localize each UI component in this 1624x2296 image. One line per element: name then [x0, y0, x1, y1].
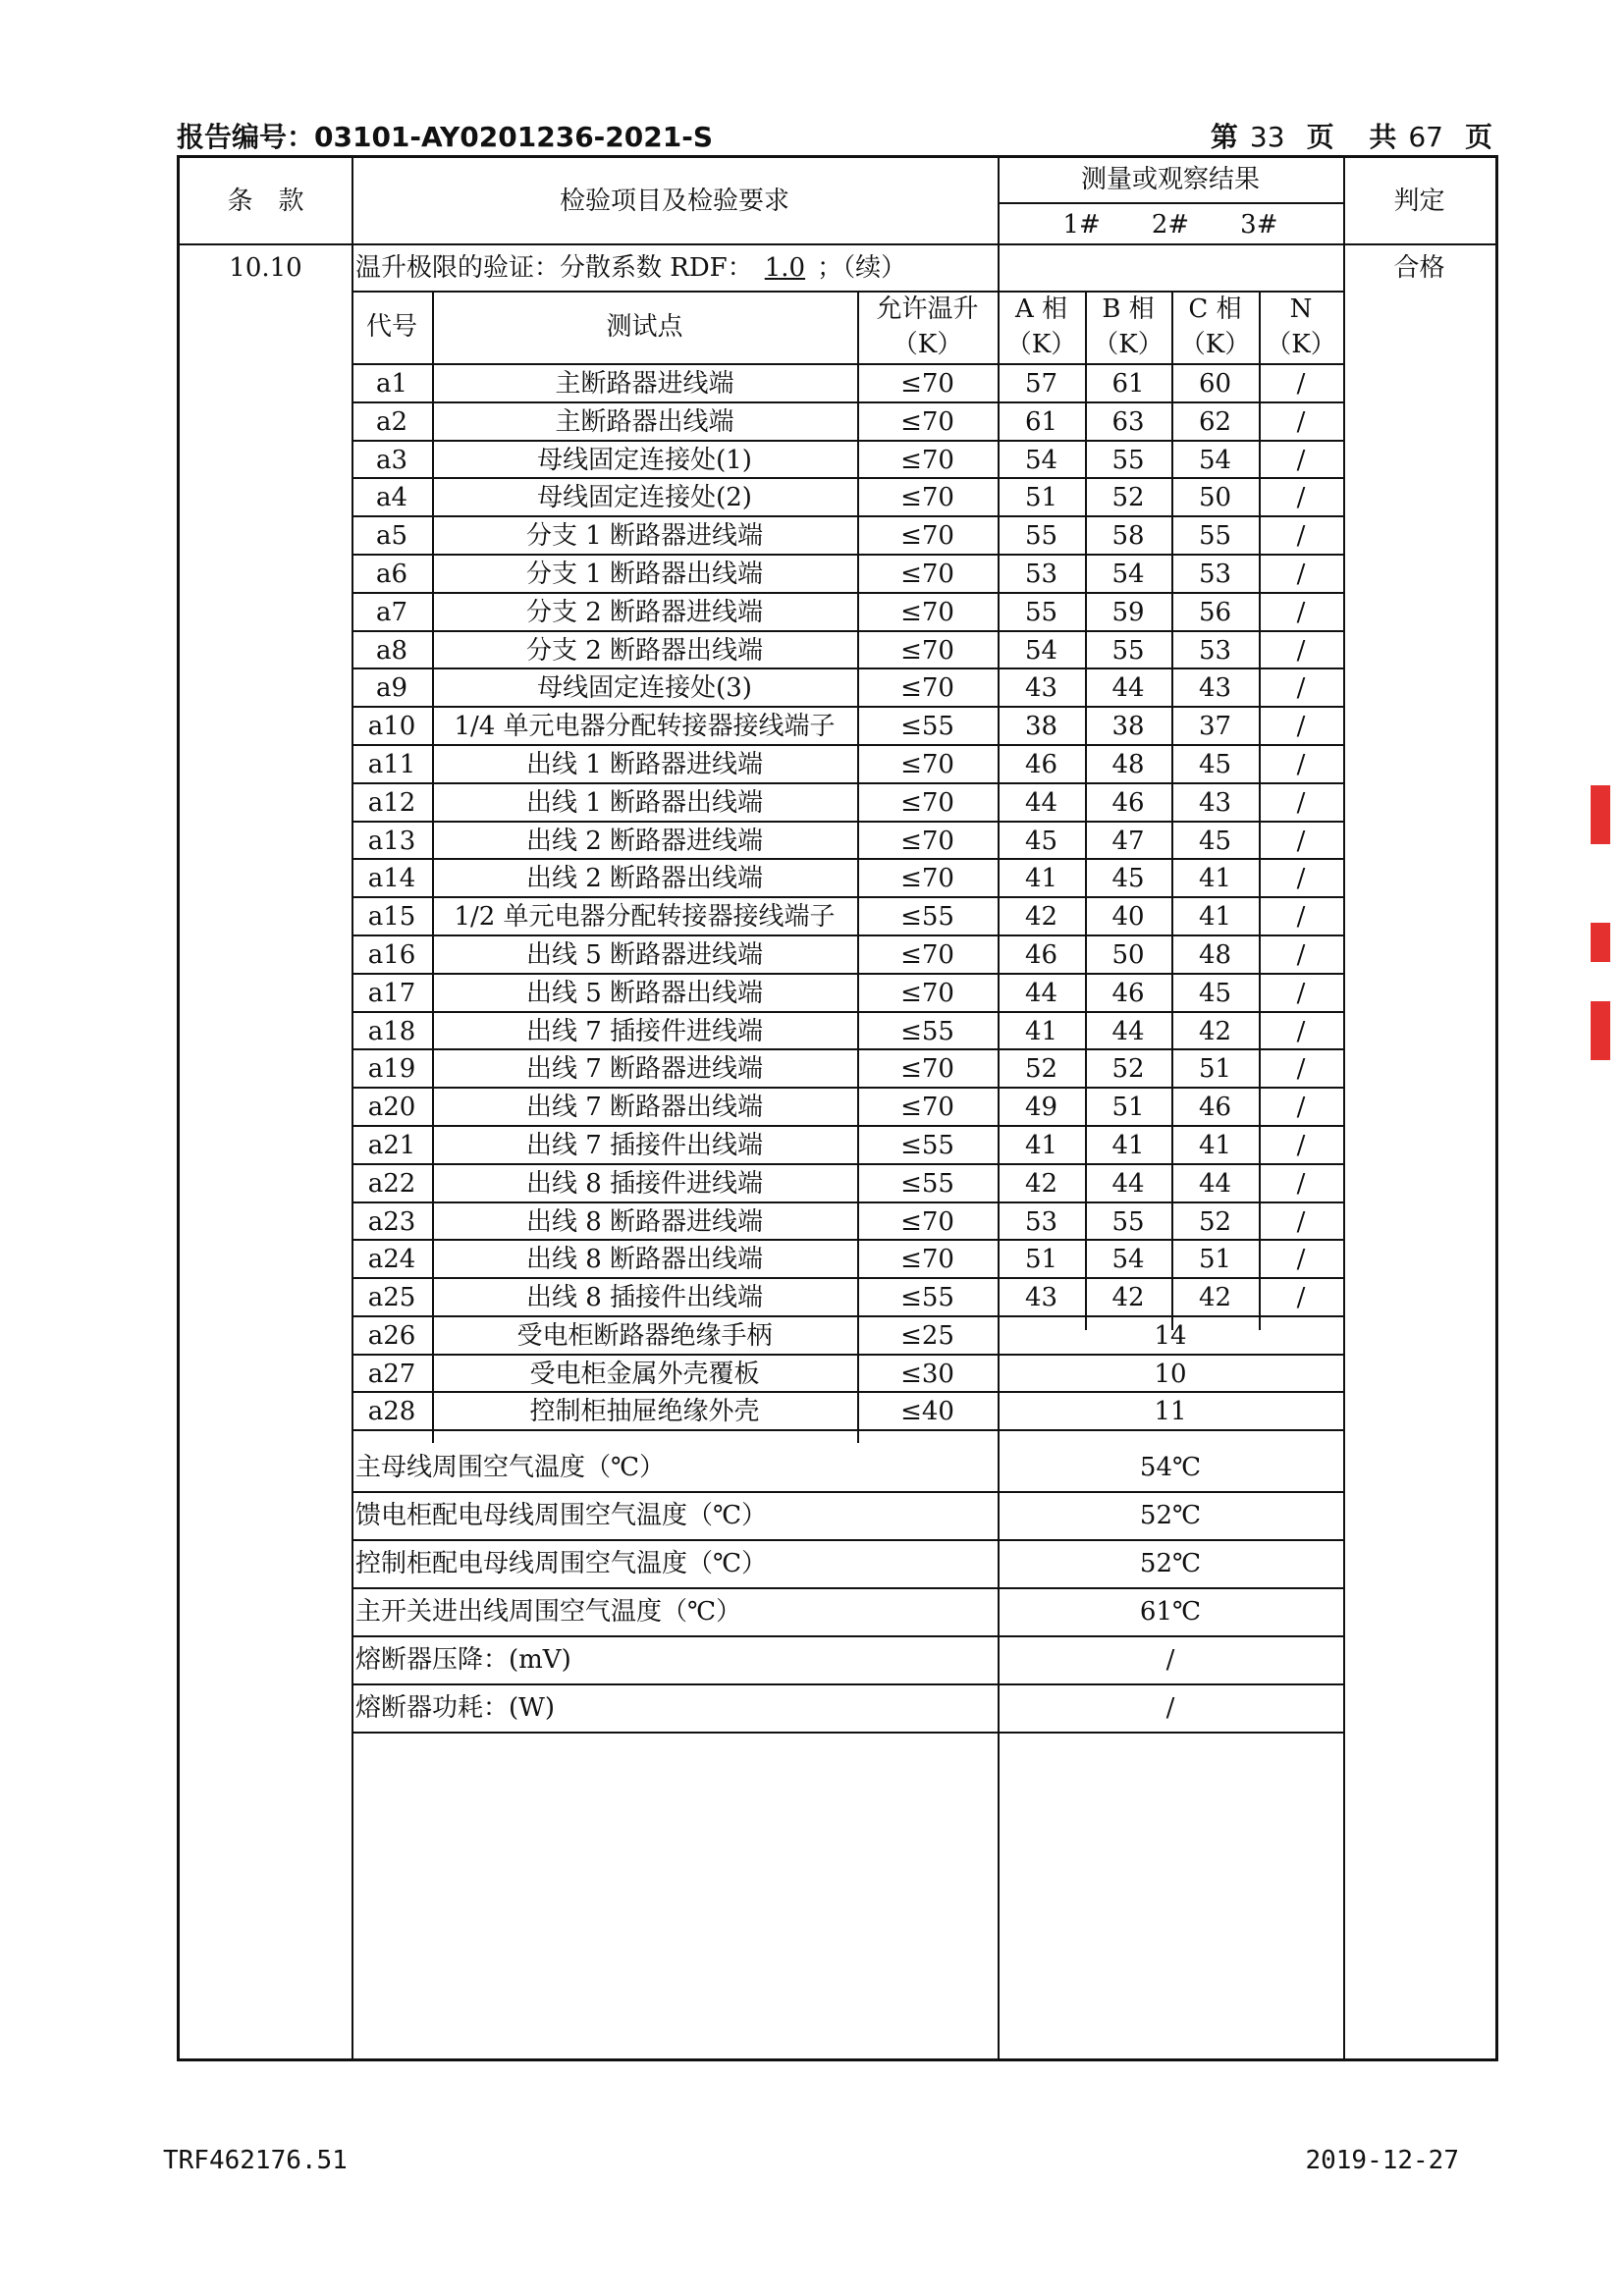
rule-line	[1343, 158, 1345, 2061]
rule-line	[352, 1315, 1343, 1317]
row-code: a5	[375, 521, 408, 551]
row-phase-c: 37	[1198, 712, 1232, 741]
row-code: a22	[367, 1169, 416, 1199]
item-header: 检验项目及检验要求	[559, 187, 789, 216]
row-point: 出线 8 插接件进线端	[525, 1169, 764, 1199]
row-code: a20	[367, 1093, 416, 1122]
row-code: a2	[375, 407, 408, 437]
row-phase-a: 51	[1024, 1245, 1058, 1274]
rule-line	[352, 896, 1343, 898]
row-phase-c: 53	[1198, 560, 1232, 589]
row-phase-c: 45	[1198, 827, 1232, 856]
row-code: a3	[375, 446, 408, 475]
rule-line	[998, 202, 1343, 204]
rule-line	[352, 592, 1343, 594]
rule-line	[352, 1539, 1343, 1541]
rule-line	[352, 706, 1343, 708]
row-phase-n: /	[1296, 1169, 1306, 1199]
rule-line	[352, 1239, 1343, 1241]
ambient-label: 控制柜配电母线周围空气温度（℃）	[355, 1549, 768, 1578]
row-code: a16	[367, 940, 416, 970]
row-limit: ≤70	[900, 560, 954, 589]
row-phase-b: 52	[1111, 1054, 1145, 1084]
samples-header: 1# 2# 3#	[1062, 210, 1278, 240]
col-point: 测试点	[606, 312, 683, 342]
row-code: a9	[375, 673, 408, 703]
rule-line	[352, 821, 1343, 823]
row-phase-b: 63	[1111, 407, 1145, 437]
row-phase-n: /	[1296, 1283, 1306, 1312]
row-phase-c: 51	[1198, 1054, 1232, 1084]
row-limit: ≤70	[900, 788, 954, 818]
row-phase-a: 44	[1024, 979, 1058, 1008]
row-phase-n: /	[1296, 521, 1306, 551]
total-prefix: 共	[1369, 121, 1397, 153]
row-phase-a: 55	[1024, 521, 1058, 551]
row-phase-b: 47	[1111, 827, 1145, 856]
ambient-value: /	[1165, 1645, 1175, 1675]
col-phase-a-unit: （K）	[1005, 330, 1077, 359]
row-code: a6	[375, 560, 408, 589]
row-phase-n: /	[1296, 1245, 1306, 1274]
row-phase-c: 42	[1198, 1017, 1232, 1046]
row-phase-a: 51	[1024, 483, 1058, 512]
row-phase-a: 53	[1024, 1207, 1058, 1237]
row-phase-b: 40	[1111, 902, 1145, 932]
col-phase-b: B 相	[1102, 294, 1155, 324]
row-point: 控制柜抽屉绝缘外壳	[529, 1397, 760, 1426]
page-indicator	[1201, 116, 1492, 155]
row-point: 母线固定连接处(1)	[537, 446, 752, 475]
row-phase-a: 41	[1024, 1131, 1058, 1160]
row-phase-n: /	[1296, 864, 1306, 893]
row-point: 出线 5 断路器出线端	[525, 979, 764, 1008]
col-limit-unit: （K）	[892, 330, 963, 359]
row-limit: ≤55	[900, 1283, 954, 1312]
row-point: 受电柜断路器绝缘手柄	[516, 1321, 773, 1351]
row-point: 出线 8 插接件出线端	[525, 1283, 764, 1312]
row-phase-a: 46	[1024, 940, 1058, 970]
row-phase-c: 45	[1198, 750, 1232, 779]
row-phase-n: /	[1296, 788, 1306, 818]
rule-line	[352, 1048, 1343, 1050]
rule-line	[352, 440, 1343, 442]
verdict-header: 判定	[1393, 187, 1445, 216]
row-limit: ≤55	[900, 1017, 954, 1046]
row-phase-c: 55	[1198, 521, 1232, 551]
row-limit: ≤70	[900, 1093, 954, 1122]
rule-line	[352, 1125, 1343, 1127]
row-point: 母线固定连接处(2)	[537, 483, 752, 512]
row-limit: ≤70	[900, 636, 954, 666]
row-code: a1	[375, 369, 408, 399]
col-phase-c: C 相	[1188, 294, 1242, 324]
total-suffix: 页	[1464, 121, 1492, 153]
row-limit: ≤70	[900, 483, 954, 512]
row-phase-b: 58	[1111, 521, 1145, 551]
row-phase-n: /	[1296, 407, 1306, 437]
row-limit: ≤55	[900, 712, 954, 741]
row-phase-b: 42	[1111, 1283, 1145, 1312]
rule-line	[352, 934, 1343, 936]
rule-line	[352, 1391, 1343, 1393]
row-code: a8	[375, 636, 408, 666]
row-point: 分支 1 断路器出线端	[525, 560, 764, 589]
rule-line	[352, 1587, 1343, 1589]
row-code: a18	[367, 1017, 416, 1046]
row-phase-n: /	[1296, 902, 1306, 932]
row-point: 分支 2 断路器出线端	[525, 636, 764, 666]
row-phase-n: /	[1296, 1131, 1306, 1160]
row-limit: ≤70	[900, 1207, 954, 1237]
row-phase-n: /	[1296, 750, 1306, 779]
row-code: a4	[375, 483, 408, 512]
row-phase-c: 53	[1198, 636, 1232, 666]
row-limit: ≤70	[900, 827, 954, 856]
row-phase-n: /	[1296, 369, 1306, 399]
total-pages: 67	[1408, 121, 1443, 153]
rule-line	[352, 858, 1343, 860]
row-limit: ≤55	[900, 1131, 954, 1160]
row-merged-value: 11	[1154, 1397, 1187, 1426]
row-point: 出线 1 断路器出线端	[525, 788, 764, 818]
row-phase-n: /	[1296, 560, 1306, 589]
row-limit: ≤30	[900, 1360, 954, 1389]
ambient-label: 主母线周围空气温度（℃）	[355, 1453, 666, 1482]
rule-line	[352, 1087, 1343, 1089]
rule-line	[352, 782, 1343, 784]
row-phase-a: 61	[1024, 407, 1058, 437]
row-point: 出线 7 断路器进线端	[525, 1054, 764, 1084]
ambient-value: 54℃	[1139, 1453, 1202, 1482]
row-point: 主断路器出线端	[555, 407, 734, 437]
rule-line	[352, 554, 1343, 556]
rule-line	[352, 1354, 1343, 1356]
row-code: a14	[367, 864, 416, 893]
row-phase-n: /	[1296, 1054, 1306, 1084]
row-code: a13	[367, 827, 416, 856]
row-limit: ≤70	[900, 940, 954, 970]
row-phase-n: /	[1296, 598, 1306, 627]
rule-line	[352, 973, 1343, 975]
row-phase-c: 52	[1198, 1207, 1232, 1237]
row-phase-a: 54	[1024, 636, 1058, 666]
title-prefix: 温升极限的验证：分散系数 RDF：	[355, 253, 753, 283]
ambient-value: 52℃	[1139, 1549, 1202, 1578]
row-code: a12	[367, 788, 416, 818]
row-limit: ≤70	[900, 750, 954, 779]
row-phase-c: 60	[1198, 369, 1232, 399]
row-code: a28	[367, 1397, 416, 1426]
row-phase-n: /	[1296, 1207, 1306, 1237]
row-phase-n: /	[1296, 940, 1306, 970]
row-phase-b: 54	[1111, 1245, 1145, 1274]
row-phase-a: 57	[1024, 369, 1058, 399]
row-phase-c: 44	[1198, 1169, 1232, 1199]
row-limit: ≤70	[900, 369, 954, 399]
form-number: TRF462176.51	[163, 2146, 348, 2175]
row-phase-c: 51	[1198, 1245, 1232, 1274]
row-code: a7	[375, 598, 408, 627]
row-code: a26	[367, 1321, 416, 1351]
rule-line	[352, 401, 1343, 403]
row-code: a24	[367, 1245, 416, 1274]
row-limit: ≤70	[900, 1245, 954, 1274]
row-point: 1/4 单元电器分配转接器接线端子	[454, 712, 836, 741]
row-point: 出线 7 插接件进线端	[525, 1017, 764, 1046]
row-phase-c: 43	[1198, 788, 1232, 818]
row-phase-b: 41	[1111, 1131, 1145, 1160]
row-point: 出线 2 断路器出线端	[525, 864, 764, 893]
row-limit: ≤70	[900, 673, 954, 703]
row-point: 1/2 单元电器分配转接器接线端子	[454, 902, 836, 932]
rule-line	[352, 1201, 1343, 1203]
row-limit: ≤70	[900, 521, 954, 551]
result-header: 测量或观察结果	[1080, 165, 1260, 194]
rule-line	[352, 291, 1343, 293]
ambient-label: 熔断器压降：(mV)	[355, 1645, 571, 1675]
clause-header: 条 款	[227, 187, 304, 216]
rdf-value: 1.0	[764, 253, 806, 283]
row-phase-a: 42	[1024, 1169, 1058, 1199]
row-phase-c: 50	[1198, 483, 1232, 512]
row-code: a15	[367, 902, 416, 932]
col-phase-n: N	[1289, 294, 1313, 324]
verdict-value: 合格	[1393, 253, 1445, 283]
page-prefix: 第	[1210, 121, 1238, 153]
report-number: 报告编号：03101-AY0201236-2021-S	[177, 121, 714, 153]
rule-line	[352, 477, 1343, 479]
row-phase-a: 41	[1024, 1017, 1058, 1046]
row-point: 出线 5 断路器进线端	[525, 940, 764, 970]
row-limit: ≤70	[900, 407, 954, 437]
row-phase-b: 44	[1111, 1017, 1145, 1046]
row-phase-a: 38	[1024, 712, 1058, 741]
page-number: 33	[1249, 121, 1285, 153]
page-suffix: 页	[1306, 121, 1334, 153]
row-phase-c: 46	[1198, 1093, 1232, 1122]
row-phase-b: 51	[1111, 1093, 1145, 1122]
rule-line	[352, 363, 1343, 365]
row-phase-n: /	[1296, 979, 1306, 1008]
clause-number: 10.10	[229, 253, 302, 283]
row-phase-c: 43	[1198, 673, 1232, 703]
row-phase-n: /	[1296, 712, 1306, 741]
rule-line	[352, 667, 1343, 669]
ambient-label: 熔断器功耗：(W)	[355, 1693, 556, 1723]
row-phase-a: 54	[1024, 446, 1058, 475]
row-limit: ≤70	[900, 864, 954, 893]
row-phase-a: 43	[1024, 673, 1058, 703]
row-phase-b: 38	[1111, 712, 1145, 741]
row-limit: ≤70	[900, 598, 954, 627]
stamp-mark	[1591, 785, 1612, 1060]
row-merged-value: 10	[1154, 1360, 1187, 1389]
row-phase-n: /	[1296, 483, 1306, 512]
row-phase-c: 48	[1198, 940, 1232, 970]
row-phase-c: 54	[1198, 446, 1232, 475]
row-point: 分支 1 断路器进线端	[525, 521, 764, 551]
row-phase-a: 55	[1024, 598, 1058, 627]
row-point: 出线 7 插接件出线端	[525, 1131, 764, 1160]
row-phase-n: /	[1296, 1093, 1306, 1122]
row-phase-c: 41	[1198, 902, 1232, 932]
row-phase-b: 46	[1111, 788, 1145, 818]
ambient-label: 馈电柜配电母线周围空气温度（℃）	[355, 1501, 768, 1530]
rule-line	[352, 1011, 1343, 1013]
ambient-value: 61℃	[1139, 1597, 1202, 1627]
footer-date: 2019-12-27	[1305, 2146, 1459, 2175]
row-phase-b: 55	[1111, 446, 1145, 475]
row-phase-n: /	[1296, 673, 1306, 703]
row-phase-b: 55	[1111, 636, 1145, 666]
row-phase-b: 46	[1111, 979, 1145, 1008]
row-phase-a: 45	[1024, 827, 1058, 856]
inspection-table	[177, 155, 1498, 2061]
col-phase-a: A 相	[1014, 294, 1068, 324]
row-limit: ≤70	[900, 446, 954, 475]
row-phase-n: /	[1296, 636, 1306, 666]
row-phase-c: 56	[1198, 598, 1232, 627]
row-phase-a: 49	[1024, 1093, 1058, 1122]
row-limit: ≤25	[900, 1321, 954, 1351]
col-phase-b-unit: （K）	[1093, 330, 1164, 359]
title-suffix: ；（续）	[817, 253, 907, 283]
row-phase-a: 46	[1024, 750, 1058, 779]
rule-line	[352, 1163, 1343, 1165]
row-phase-b: 54	[1111, 560, 1145, 589]
row-point: 出线 8 断路器出线端	[525, 1245, 764, 1274]
rule-line	[352, 744, 1343, 746]
rule-line	[352, 1277, 1343, 1279]
row-limit: ≤70	[900, 979, 954, 1008]
row-phase-a: 42	[1024, 902, 1058, 932]
row-phase-b: 45	[1111, 864, 1145, 893]
row-phase-b: 52	[1111, 483, 1145, 512]
rule-line	[352, 1429, 1343, 1431]
row-phase-b: 44	[1111, 673, 1145, 703]
row-limit: ≤70	[900, 1054, 954, 1084]
row-phase-a: 44	[1024, 788, 1058, 818]
rule-line	[352, 1635, 1343, 1637]
row-phase-n: /	[1296, 446, 1306, 475]
row-point: 主断路器进线端	[555, 369, 734, 399]
row-phase-c: 41	[1198, 864, 1232, 893]
row-limit: ≤40	[900, 1397, 954, 1426]
row-phase-b: 61	[1111, 369, 1145, 399]
row-phase-a: 43	[1024, 1283, 1058, 1312]
ambient-value: /	[1165, 1693, 1175, 1723]
row-phase-a: 41	[1024, 864, 1058, 893]
row-phase-c: 41	[1198, 1131, 1232, 1160]
row-merged-value: 14	[1154, 1321, 1187, 1351]
row-code: a11	[367, 750, 416, 779]
row-limit: ≤55	[900, 902, 954, 932]
col-limit: 允许温升	[876, 294, 979, 324]
row-code: a27	[367, 1360, 416, 1389]
row-code: a19	[367, 1054, 416, 1084]
rule-line	[352, 1491, 1343, 1493]
row-code: a23	[367, 1207, 416, 1237]
row-phase-n: /	[1296, 1017, 1306, 1046]
ambient-value: 52℃	[1139, 1501, 1202, 1530]
row-code: a21	[367, 1131, 416, 1160]
row-phase-b: 50	[1111, 940, 1145, 970]
row-point: 出线 7 断路器出线端	[525, 1093, 764, 1122]
row-point: 分支 2 断路器进线端	[525, 598, 764, 627]
row-code: a10	[367, 712, 416, 741]
row-point: 出线 8 断路器进线端	[525, 1207, 764, 1237]
col-code: 代号	[365, 312, 417, 342]
rule-line	[352, 630, 1343, 632]
row-point: 受电柜金属外壳覆板	[529, 1360, 760, 1389]
row-code: a17	[367, 979, 416, 1008]
rule-line	[180, 243, 1495, 245]
ambient-label: 主开关进出线周围空气温度（℃）	[355, 1597, 742, 1627]
row-point: 出线 2 断路器进线端	[525, 827, 764, 856]
row-phase-b: 48	[1111, 750, 1145, 779]
row-phase-c: 42	[1198, 1283, 1232, 1312]
row-phase-c: 45	[1198, 979, 1232, 1008]
row-phase-b: 59	[1111, 598, 1145, 627]
rule-line	[352, 515, 1343, 517]
row-phase-a: 52	[1024, 1054, 1058, 1084]
col-phase-c-unit: （K）	[1179, 330, 1251, 359]
rule-line	[352, 1683, 1343, 1685]
row-code: a25	[367, 1283, 416, 1312]
section-title	[355, 253, 906, 284]
row-limit: ≤55	[900, 1169, 954, 1199]
row-phase-b: 55	[1111, 1207, 1145, 1237]
rule-line	[352, 1732, 1343, 1734]
row-phase-c: 62	[1198, 407, 1232, 437]
row-phase-a: 53	[1024, 560, 1058, 589]
row-point: 出线 1 断路器进线端	[525, 750, 764, 779]
row-point: 母线固定连接处(3)	[537, 673, 752, 703]
row-phase-n: /	[1296, 827, 1306, 856]
col-phase-n-unit: （K）	[1266, 330, 1336, 359]
row-phase-b: 44	[1111, 1169, 1145, 1199]
